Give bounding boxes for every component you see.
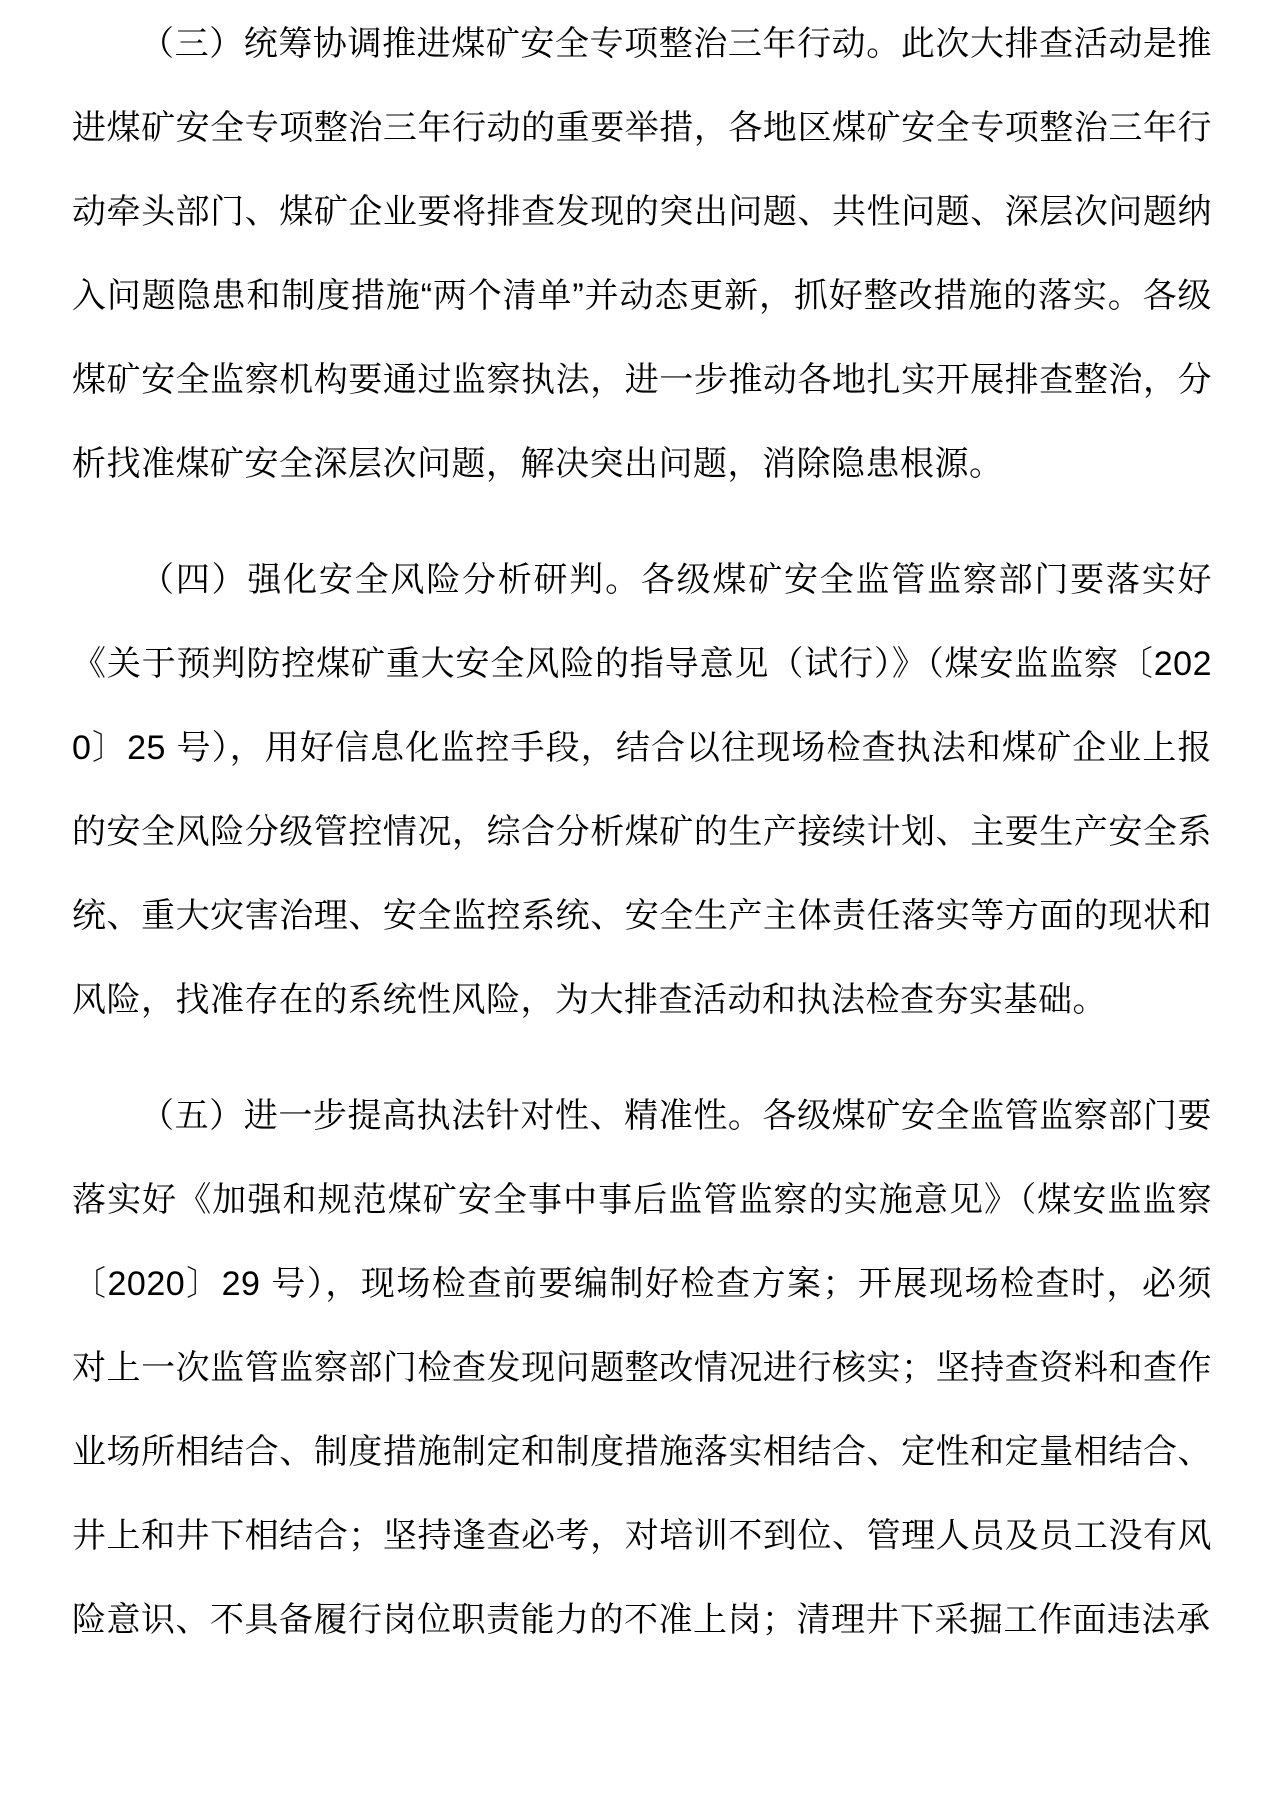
paragraph-item-4: （四）强化安全风险分析研判。各级煤矿安全监管监察部门要落实好《关于预判防控煤矿重大安全风险的指导意见（试行）》（煤安监监察〔2020〕25 号），用好信息化监控手段，结合以往现场检查执法和煤矿企业上报的安全风险分级管控情况，综合分析煤矿的生产接续计划、主要生产安全系统、重大灾害治理、安全监控系统、安全生产主体责任落实等方面的现状和风险，找准存在的系统性风险，为大排查活动和执法检查夯实基础。: [72, 561, 1212, 1019]
paragraph-item-5: （五）进一步提高执法针对性、精准性。各级煤矿安全监管监察部门要落实好《加强和规范煤矿安全事中事后监管监察的实施意见》（煤安监监察〔2020〕29 号），现场检查前要编制好检查方案；开展现场检查时，必须对上一次监管监察部门检查发现问题整改情况进行核实；坚持查资料和查作业场所相结合、制度措施制定和制度措施落实相结合、定性和定量相结合、井上和井下相结合；坚持逢查必考，对培训不到位、管理人员及员工没有风险意识、不具备履行岗位职责能力的不准上岗；清理井下采掘工作面违法承: [72, 1097, 1212, 1639]
paragraph-item-3: （三）统筹协调推进煤矿安全专项整治三年行动。此次大排查活动是推进煤矿安全专项整治三年行动的重要举措，各地区煤矿安全专项整治三年行动牵头部门、煤矿企业要将排查发现的突出问题、共性问题、深层次问题纳入问题隐患和制度措施“两个清单”并动态更新，抓好整改措施的落实。各级煤矿安全监察机构要通过监察执法，进一步推动各地扎实开展排查整治，分析找准煤矿安全深层次问题，解决突出问题，消除隐患根源。: [72, 25, 1212, 483]
